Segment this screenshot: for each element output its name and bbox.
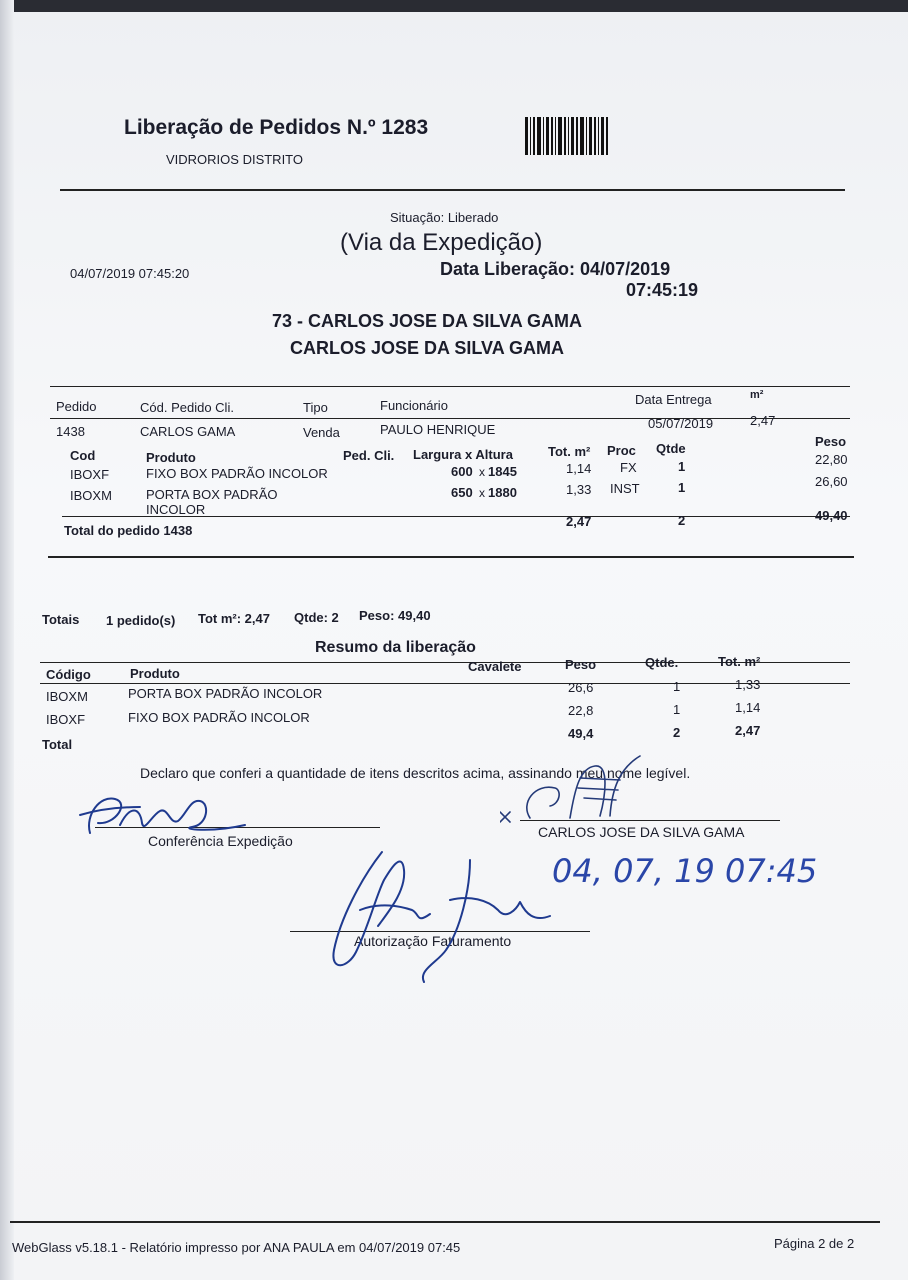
- item-1-cod: IBOXF: [70, 467, 110, 482]
- client-line-1: 73 - CARLOS JOSE DA SILVA GAMA: [272, 311, 583, 331]
- label-cod-pedido-cli: Cód. Pedido Cli.: [140, 400, 234, 415]
- item-1-peso: 22,80: [815, 452, 848, 467]
- value-cod-pedido-cli: CARLOS GAMA: [140, 424, 236, 439]
- item-1-produto: FIXO BOX PADRÃO INCOLOR: [146, 466, 328, 481]
- total-pedido-label: Total do pedido 1438: [64, 523, 193, 538]
- resumo-col-codigo: Código: [46, 667, 91, 682]
- header-divider: [60, 189, 845, 191]
- resumo-col-cavalete: Cavalete: [468, 659, 522, 674]
- scan-top-edge: [0, 0, 908, 12]
- label-m2: m²: [750, 389, 764, 401]
- via-text: (Via da Expedição): [340, 229, 543, 256]
- totais-qtde: Qtde: 2: [294, 610, 339, 625]
- item-1-largura: 600: [451, 464, 473, 479]
- resumo-row-1-peso: 26,6: [568, 680, 594, 695]
- item-1-qtde: 1: [678, 459, 686, 474]
- value-data-entrega: 05/07/2019: [648, 416, 714, 431]
- client-line-2: CARLOS JOSE DA SILVA GAMA: [290, 338, 565, 358]
- label-pedido: Pedido: [56, 399, 97, 414]
- client-signature-name: CARLOS JOSE DA SILVA GAMA: [538, 824, 745, 840]
- totais-label: Totais: [42, 612, 80, 627]
- value-m2: 2,47: [750, 413, 776, 428]
- company-name: VIDRORIOS DISTRITO: [166, 152, 303, 167]
- order-header-line: [50, 418, 850, 419]
- resumo-row-2-codigo: IBOXF: [46, 712, 86, 727]
- resumo-title: Resumo da liberação: [315, 639, 476, 656]
- resumo-col-peso: Peso: [565, 657, 597, 672]
- order-bottom-line: [48, 556, 854, 558]
- conferencia-signature: [60, 785, 260, 855]
- resumo-row-1-produto: PORTA BOX PADRÃO INCOLOR: [128, 686, 323, 701]
- col-largura-altura: Largura x Altura: [413, 447, 513, 462]
- col-qtde: Qtde: [656, 441, 686, 456]
- col-produto: Produto: [146, 450, 196, 465]
- report-title: Liberação de Pedidos N.º 1283: [124, 116, 429, 139]
- resumo-col-qtde: Qtde.: [645, 655, 679, 670]
- resumo-row-2-qtde: 1: [673, 702, 681, 717]
- col-tot-m2: Tot. m²: [548, 444, 591, 459]
- data-liberacao-time: 07:45:19: [626, 280, 699, 300]
- item-2-tot-m2: 1,33: [566, 482, 592, 497]
- label-funcionario: Funcionário: [380, 398, 448, 413]
- item-2-qtde: 1: [678, 480, 686, 495]
- item-1-tot-m2: 1,14: [566, 461, 592, 476]
- total-pedido-peso: 49,40: [815, 508, 848, 523]
- resumo-col-tot-m2: Tot. m²: [718, 654, 761, 669]
- resumo-col-produto: Produto: [130, 666, 180, 681]
- col-peso: Peso: [815, 434, 847, 449]
- totais-pedidos: 1 pedido(s): [106, 613, 176, 628]
- resumo-row-2-tot-m2: 1,14: [735, 700, 761, 715]
- total-pedido-m2: 2,47: [566, 514, 592, 529]
- col-proc: Proc: [607, 443, 636, 458]
- resumo-total-peso: 49,4: [568, 726, 594, 741]
- resumo-row-2-produto: FIXO BOX PADRÃO INCOLOR: [128, 710, 310, 725]
- item-1-altura: 1845: [488, 464, 517, 479]
- col-cod: Cod: [70, 448, 96, 463]
- footer-page-number: Página 2 de 2: [774, 1236, 855, 1251]
- item-1-proc: FX: [620, 460, 637, 475]
- resumo-row-1-codigo: IBOXM: [46, 689, 88, 704]
- resumo-row-1-qtde: 1: [673, 679, 681, 694]
- item-2-proc: INST: [610, 481, 640, 496]
- item-2-altura: 1880: [488, 485, 517, 500]
- resumo-total-m2: 2,47: [735, 723, 761, 738]
- totais-peso: Peso: 49,40: [359, 608, 431, 623]
- label-data-entrega: Data Entrega: [635, 392, 712, 407]
- resumo-total-qtde: 2: [673, 725, 681, 740]
- item-2-peso: 26,60: [815, 474, 848, 489]
- handwritten-date: 04, 07, 19 07:45: [552, 852, 818, 890]
- resumo-header-line: [40, 683, 850, 684]
- item-2-largura: 650: [451, 485, 473, 500]
- value-tipo: Venda: [303, 425, 340, 440]
- resumo-row-1-tot-m2: 1,33: [735, 677, 761, 692]
- autorizacao-signature: [320, 840, 560, 985]
- client-signature: [500, 748, 660, 838]
- total-pedido-qtde: 2: [678, 513, 686, 528]
- printed-datetime: 04/07/2019 07:45:20: [70, 266, 190, 281]
- col-ped-cli: Ped. Cli.: [343, 448, 395, 463]
- value-pedido: 1438: [56, 424, 85, 439]
- barcode: [525, 117, 625, 155]
- items-total-line: [62, 516, 850, 517]
- item-2-cod: IBOXM: [70, 488, 112, 503]
- footer-line: [10, 1221, 880, 1223]
- scan-left-edge: [0, 0, 14, 1280]
- situacao-text: Situação: Liberado: [390, 210, 499, 225]
- value-funcionario: PAULO HENRIQUE: [380, 422, 496, 437]
- autorizacao-label: Autorização Faturamento: [354, 933, 512, 949]
- item-1-x: x: [479, 465, 485, 479]
- item-2-produto: PORTA BOX PADRÃO: [146, 487, 278, 502]
- resumo-row-2-peso: 22,8: [568, 703, 594, 718]
- resumo-total-label: Total: [42, 737, 73, 752]
- conferencia-label: Conferência Expedição: [148, 833, 293, 849]
- data-liberacao: Data Liberação: 04/07/2019: [440, 259, 671, 279]
- item-2-x: x: [479, 486, 485, 500]
- label-tipo: Tipo: [303, 400, 328, 415]
- order-top-line: [50, 386, 850, 387]
- declaration-text: Declaro que conferi a quantidade de itens descritos acima, assinando meu nome legível.: [140, 765, 691, 781]
- footer-left: WebGlass v5.18.1 - Relatório impresso por ANA PAULA em 04/07/2019 07:45: [12, 1240, 461, 1255]
- item-2-produto-cont: INCOLOR: [146, 502, 206, 517]
- totais-m2: Tot m²: 2,47: [198, 611, 270, 626]
